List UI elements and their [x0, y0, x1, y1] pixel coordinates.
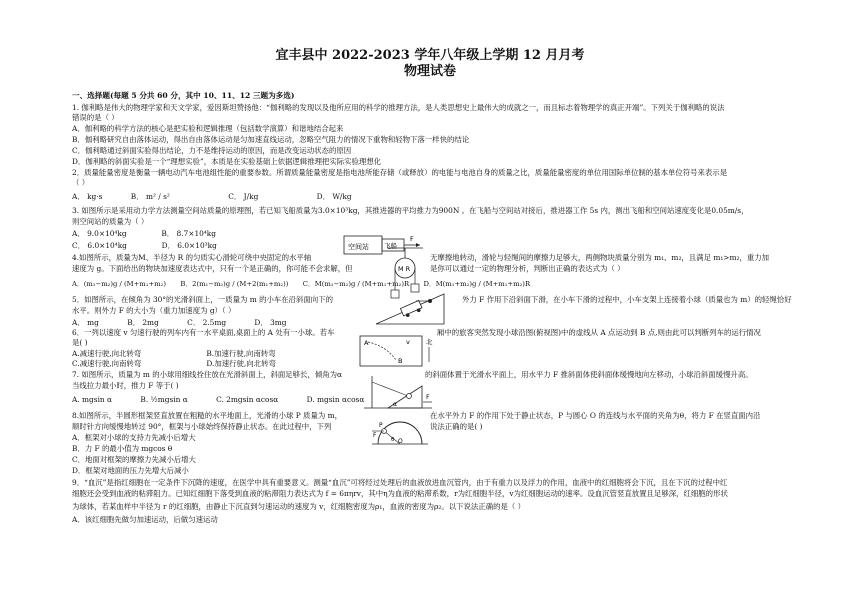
q7-option-a: A. mgsin α [72, 395, 113, 404]
force-label: F [410, 235, 414, 243]
train-top-view-figure [356, 332, 436, 370]
q7-option-d: D. mgsin αcosα [306, 395, 365, 404]
q2-option-b: B． m² / s² [130, 192, 170, 201]
q4-option-b: B．2(m₁−m₂)g / (M+2(m₁+m₂)) [180, 280, 289, 288]
q6-option-a: A.减速行驶,向北转弯 [72, 349, 142, 358]
q3-option-d: D． 6.0×10³kg [161, 241, 217, 250]
q7-line1-left: 7. 如图所示，质量为 m 的小球用细线拴住放在光滑斜面上，斜面足够长，倾角为α [72, 370, 342, 379]
q5-option-c: C． 2.5mg [187, 318, 227, 327]
exam-title: 宜丰县中 2022-2023 学年八年级上学期 12 月月考 [275, 48, 585, 63]
q6-option-c: C.减速行驶,向南转弯 [72, 359, 142, 368]
force-label: F [373, 432, 377, 439]
q1-line2: 错误的是（ ） [72, 113, 119, 122]
pulley-label: M R [398, 265, 411, 273]
q3-line2: 则空间站的质量为（ ） [72, 217, 149, 226]
q8-option-b: B．力 F 的最小值为 mgcos θ [72, 444, 173, 453]
velocity-label: v [406, 338, 410, 346]
q6-line1-left: 6．一列以速度 v 匀速行驶的列车内有一水平桌面,桌面上的 A 处有一小球。若车 [72, 328, 335, 337]
q7-option-c: C. 2mgsin αcosα [216, 395, 279, 404]
force-label: F [426, 393, 430, 401]
q4-options [72, 279, 530, 289]
cart-body [400, 300, 422, 315]
q9-line2: 细胞还会受到血液的粘滞阻力。已知红细胞下落受到血液的粘滞阻力表达式为 f = 6πηrv，其中η为血液的粘滞系数，r为红细胞半径，v为红细胞运动的速率。设血沉管竖直放置且足够深，红细胞的形状 [72, 489, 728, 498]
ship-label: 飞船 [384, 242, 397, 250]
point-a-label: A [364, 339, 369, 347]
station-label: 空间站 [348, 243, 369, 251]
q3-options-cd [72, 241, 217, 251]
q6-line1-right: 厢中的旅客突然发现小球沿图(俯视图)中的虚线从 A 点运动到 B 点,则由此可以判断列车的运行情况 [437, 328, 761, 337]
q7-options [72, 395, 390, 405]
q5-option-a: A． mg [72, 318, 99, 327]
q2-options [72, 192, 378, 202]
q8-option-a: A．框架对小球的支持力先减小后增大 [72, 433, 196, 442]
q5-line1-right: 外力 F 作用下沿斜面下滑，在小车下滑的过程中，小车支架上连接着小球（质量也为 m）的轻绳恰好 [462, 295, 792, 304]
q2-line1: 2．质量能量密度是衡量一辆电动汽车电池组性能的重要参数。所谓质量能量密度是指电池所能存储（或释放）的电能与电池自身的质量之比，质量能量密度的单位用国际单位制的基本单位符号来表示是 [72, 168, 728, 177]
q6-line2: 是( ) [72, 338, 88, 347]
q9-line1: 9．“血沉”是指红细胞在一定条件下沉降的速度，在医学中具有重要意义。测量“血沉”可将经过处理后的血液放进血沉管内，由于有重力以及浮力的作用，血液中的红细胞将会下沉，且在下沉的过程中红 [72, 478, 728, 487]
q3-line1: 3. 如图所示是采用动力学方法测量空间站质量的原理图，若已知飞船质量为3.0×10³kg，其推进器的平均推力为900N 。在飞船与空间站对接后，推进器工作 5s 内，测出飞船和空间站速度变化是0.05m/s， [72, 206, 749, 215]
north-label: 北 [426, 338, 433, 346]
q5-option-b: B． 2mg [127, 318, 159, 327]
q2-option-a: A． kg·s [72, 192, 103, 201]
q4-option-c: C．M(m₁−m₂)g / (M+m₁+m₂)R [302, 280, 410, 288]
q2-option-d: D． W/kg [316, 192, 352, 201]
q1-line1: 1. 伽利略是伟大的物理学家和天文学家，爱因斯坦赞扬他：“伽利略的发现以及他所应用的科学的推理方法，是人类思想史上最伟大的成就之一，而且标志着物理学的真正开端”。下列关于伽利略的说法 [72, 103, 725, 112]
q4-option-d: D．M(m₁+m₂)g / (M+m₁+m₂)R [423, 280, 531, 288]
q8-line1-left: 8.如图所示，半圆形框架竖直放置在粗糙的水平地面上，光滑的小球 P 质量为 m， [72, 411, 342, 420]
incline-ball-figure [362, 372, 434, 412]
angle-label: α [393, 401, 397, 408]
q4-line2-left: 速度为 g。下面给出的物块加速度表达式中，只有一个是正确的，你可能不会求解，但 [72, 264, 353, 273]
q6-options-ab [72, 349, 276, 359]
semicircle-frame-figure [370, 414, 430, 448]
theta-label: θ [391, 437, 395, 443]
q9-line3: 为球体，若某血样中半径为 r 的红细胞，由静止下沉直到匀速运动的速度为 v，红细胞密度为ρ₁，血液的密度为ρ₂。以下说法正确的是（ ） [72, 502, 525, 511]
ball [407, 394, 412, 399]
hanging-ball [428, 299, 432, 303]
section-heading: 一、选择题(每题 5 分共 60 分，其中 10、11、12 三题为多选) [72, 91, 295, 100]
q5-line1-left: 5．如图所示，在倾角为 30°的光滑斜面上，一质量为 m 的小车在沿斜面向下的 [72, 295, 333, 304]
q2-line2: （ ） [72, 178, 90, 187]
q5-option-d: D． 3mg [254, 318, 287, 327]
q8-line2-left: 顺时针方向缓慢地转过 90°，框架与小球始终保持静止状态。在此过程中，下列 [72, 422, 332, 431]
q7-line2: 当线拉力最小时，推力 F 等于( ) [72, 381, 179, 390]
q1-option-b: B．伽利略研究自由落体运动，得出自由落体运动是匀加速直线运动，忽略空气阻力的情况下重物和轻物下落一样快的结论 [72, 135, 470, 144]
point-p-label: P [379, 422, 383, 429]
string [372, 382, 408, 396]
q4-line2-right: 是你可以通过一定的物理分析，判断出正确的表达式为（ ） [430, 264, 625, 273]
q5-options [72, 318, 313, 328]
ball-path [368, 342, 396, 360]
q4-line1-right: 无摩擦地转动，滑轮与轻绳间的摩擦力足够大，两侧物块质量分别为 m₁、m₂，且满足 m₁>m₂，重力加 [430, 253, 770, 262]
q1-option-d: D．伽利略的斜面实验是一个“理想实验”，本质是在实验基础上依据逻辑推理把实际实验理想化 [72, 157, 382, 166]
q7-line1-right: 的斜面体置于光滑水平面上，用水平力 F 推斜面体使斜面体缓慢地向左移动，小球沿斜面缓慢升高。 [425, 370, 753, 379]
q1-option-a: A．伽利略的科学方法的核心是把实验和逻辑推理（包括数学演算）和谐地结合起来 [72, 124, 344, 133]
q3-option-c: C． 6.0×10⁴kg [72, 241, 127, 250]
q9-option-a: A．该红细胞先做匀加速运动，后做匀速运动 [72, 515, 218, 524]
exam-subtitle: 物理试卷 [403, 64, 456, 79]
point-b-label: B [398, 357, 403, 365]
q8-option-c: C．地面对框架的摩擦力先减小后增大 [72, 455, 196, 464]
q6-option-b: B.加速行驶,向南转弯 [206, 349, 276, 358]
q4-option-a: A．(m₁−m₂)g / (M+m₁+m₂) [72, 280, 166, 288]
q3-option-a: A． 9.0×10⁴kg [72, 229, 127, 238]
q6-options-cd [72, 359, 276, 369]
q1-option-c: C．伽利略通过斜面实验得出结论，力不是维持运动的原因，而是改变运动状态的原因 [72, 146, 352, 155]
q2-option-c: C． J/kg [228, 192, 259, 201]
q8-line1-right: 在水平外力 F 的作用下处于静止状态，P 与圆心 O 的连线与水平面的夹角为θ，将力 F 在竖直面内沿 [430, 411, 761, 420]
q3-option-b: B． 8.7×10⁴kg [161, 229, 217, 238]
q8-line2-right: 说法正确的是( ) [430, 422, 483, 431]
center-o-label: O [398, 438, 403, 445]
q6-option-d: D.加速行驶,向北转弯 [206, 359, 276, 368]
q5-line2: 水平。则外力 F 的大小为（重力加速度为 g）（ ） [72, 306, 236, 315]
q7-option-b: B. ½mgsin α [140, 395, 188, 404]
table-outline [360, 336, 422, 366]
q8-option-d: D．框架对地面的压力先增大后减小 [72, 466, 189, 475]
q3-options-ab [72, 229, 216, 239]
q4-line1-left: 4.如图所示，质量为M、半径为 R 的匀质实心滑轮可绕中央固定的水平轴 [72, 253, 312, 262]
incline-cart-figure [372, 288, 448, 328]
